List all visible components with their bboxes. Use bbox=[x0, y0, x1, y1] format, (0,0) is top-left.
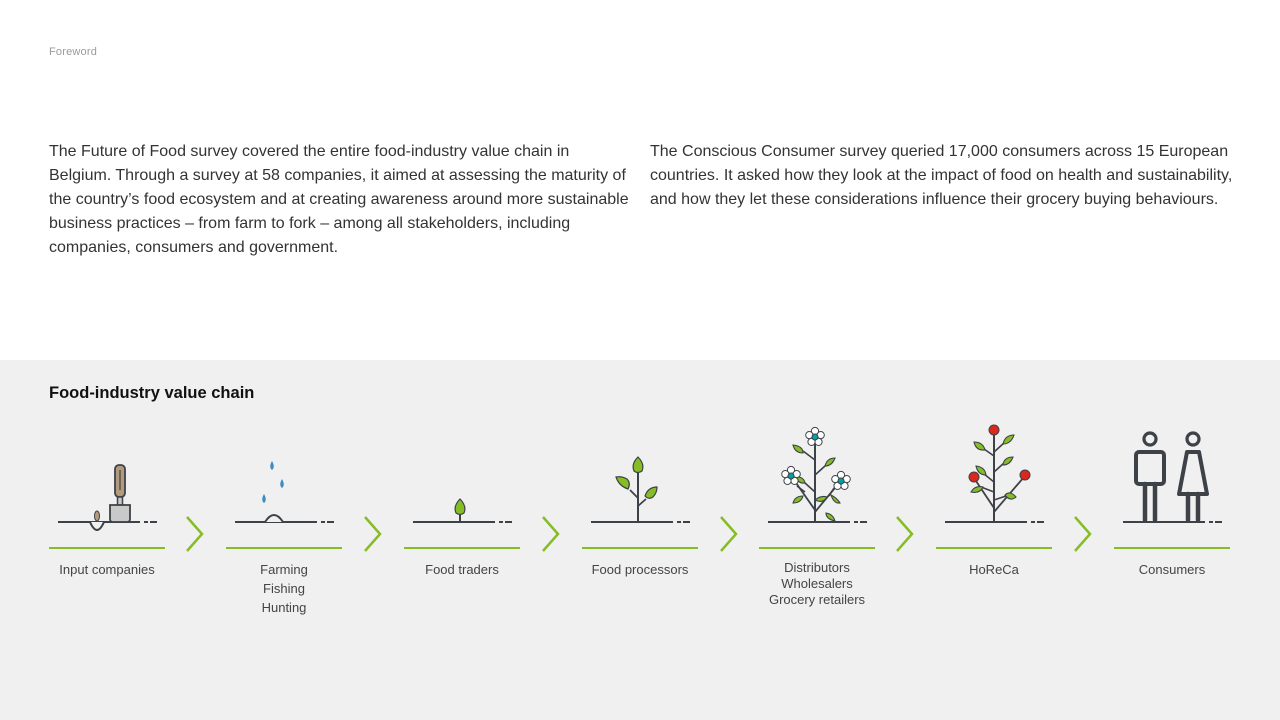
stage-food-processors bbox=[582, 420, 698, 620]
water-drops-icon bbox=[226, 420, 342, 552]
stage-horeca bbox=[936, 420, 1052, 620]
flower-icon bbox=[806, 427, 825, 445]
stage-label: Farming Fishing Hunting bbox=[260, 562, 308, 615]
fruit-plant-icon bbox=[936, 420, 1052, 552]
stage-label: Consumers bbox=[1138, 562, 1206, 577]
woman-figure-icon bbox=[1179, 433, 1207, 520]
berry-icon bbox=[1020, 470, 1030, 480]
trowel-seed-icon bbox=[49, 420, 165, 552]
stage-label: Food processors bbox=[591, 562, 689, 577]
stage-baseline bbox=[226, 547, 342, 549]
stage-consumers bbox=[1114, 420, 1230, 620]
chevron-right-icon bbox=[893, 514, 917, 554]
flower-icon bbox=[782, 466, 801, 484]
chevron-right-icon bbox=[717, 514, 741, 554]
intro-left-paragraph: The Future of Food survey covered the entire food-industry value chain in Belgium. Through a survey at 58 companies, it aimed at assessing the maturity of the country’s food ecosystem and at creating awareness around more sustainable business practices – from farm to fork – among all stakeholders, including companies, consumers and government. bbox=[49, 143, 629, 256]
flowering-plant-icon bbox=[759, 420, 875, 552]
man-figure-icon bbox=[1136, 433, 1164, 520]
stage-baseline bbox=[759, 547, 875, 549]
stage-label: HoReCa bbox=[969, 562, 1019, 577]
stage-input-companies bbox=[49, 420, 165, 620]
value-chain-title: Food-industry value chain bbox=[49, 384, 255, 402]
flower-icon bbox=[832, 471, 851, 489]
chevron-right-icon bbox=[183, 514, 207, 554]
stage-label: Input companies bbox=[59, 562, 155, 577]
stage-baseline bbox=[936, 547, 1052, 549]
stage-label: Food traders bbox=[425, 562, 499, 577]
berry-icon bbox=[989, 425, 999, 435]
stage-farming bbox=[226, 420, 342, 620]
stage-baseline bbox=[1114, 547, 1230, 549]
stage-distributors bbox=[759, 420, 875, 620]
chevron-right-icon bbox=[1071, 514, 1095, 554]
stage-baseline bbox=[582, 547, 698, 549]
section-label: Foreword bbox=[49, 46, 98, 58]
chevron-right-icon bbox=[539, 514, 563, 554]
intro-right-paragraph: The Conscious Consumer survey queried 17,000 consumers across 15 European countries. It asked how they look at the impact of food on health and sustainability, and how they let these considerations influence their grocery buying behaviours. bbox=[650, 143, 1233, 208]
people-icon bbox=[1114, 420, 1230, 552]
value-chain-panel bbox=[0, 360, 1280, 720]
stage-label: Distributors Wholesalers Grocery retailers bbox=[768, 560, 866, 607]
stage-baseline bbox=[49, 547, 165, 549]
sprout-icon bbox=[404, 420, 520, 552]
berry-icon bbox=[969, 472, 979, 482]
seedling-icon bbox=[582, 420, 698, 552]
chevron-right-icon bbox=[361, 514, 385, 554]
stage-food-traders bbox=[404, 420, 520, 620]
stage-baseline bbox=[404, 547, 520, 549]
